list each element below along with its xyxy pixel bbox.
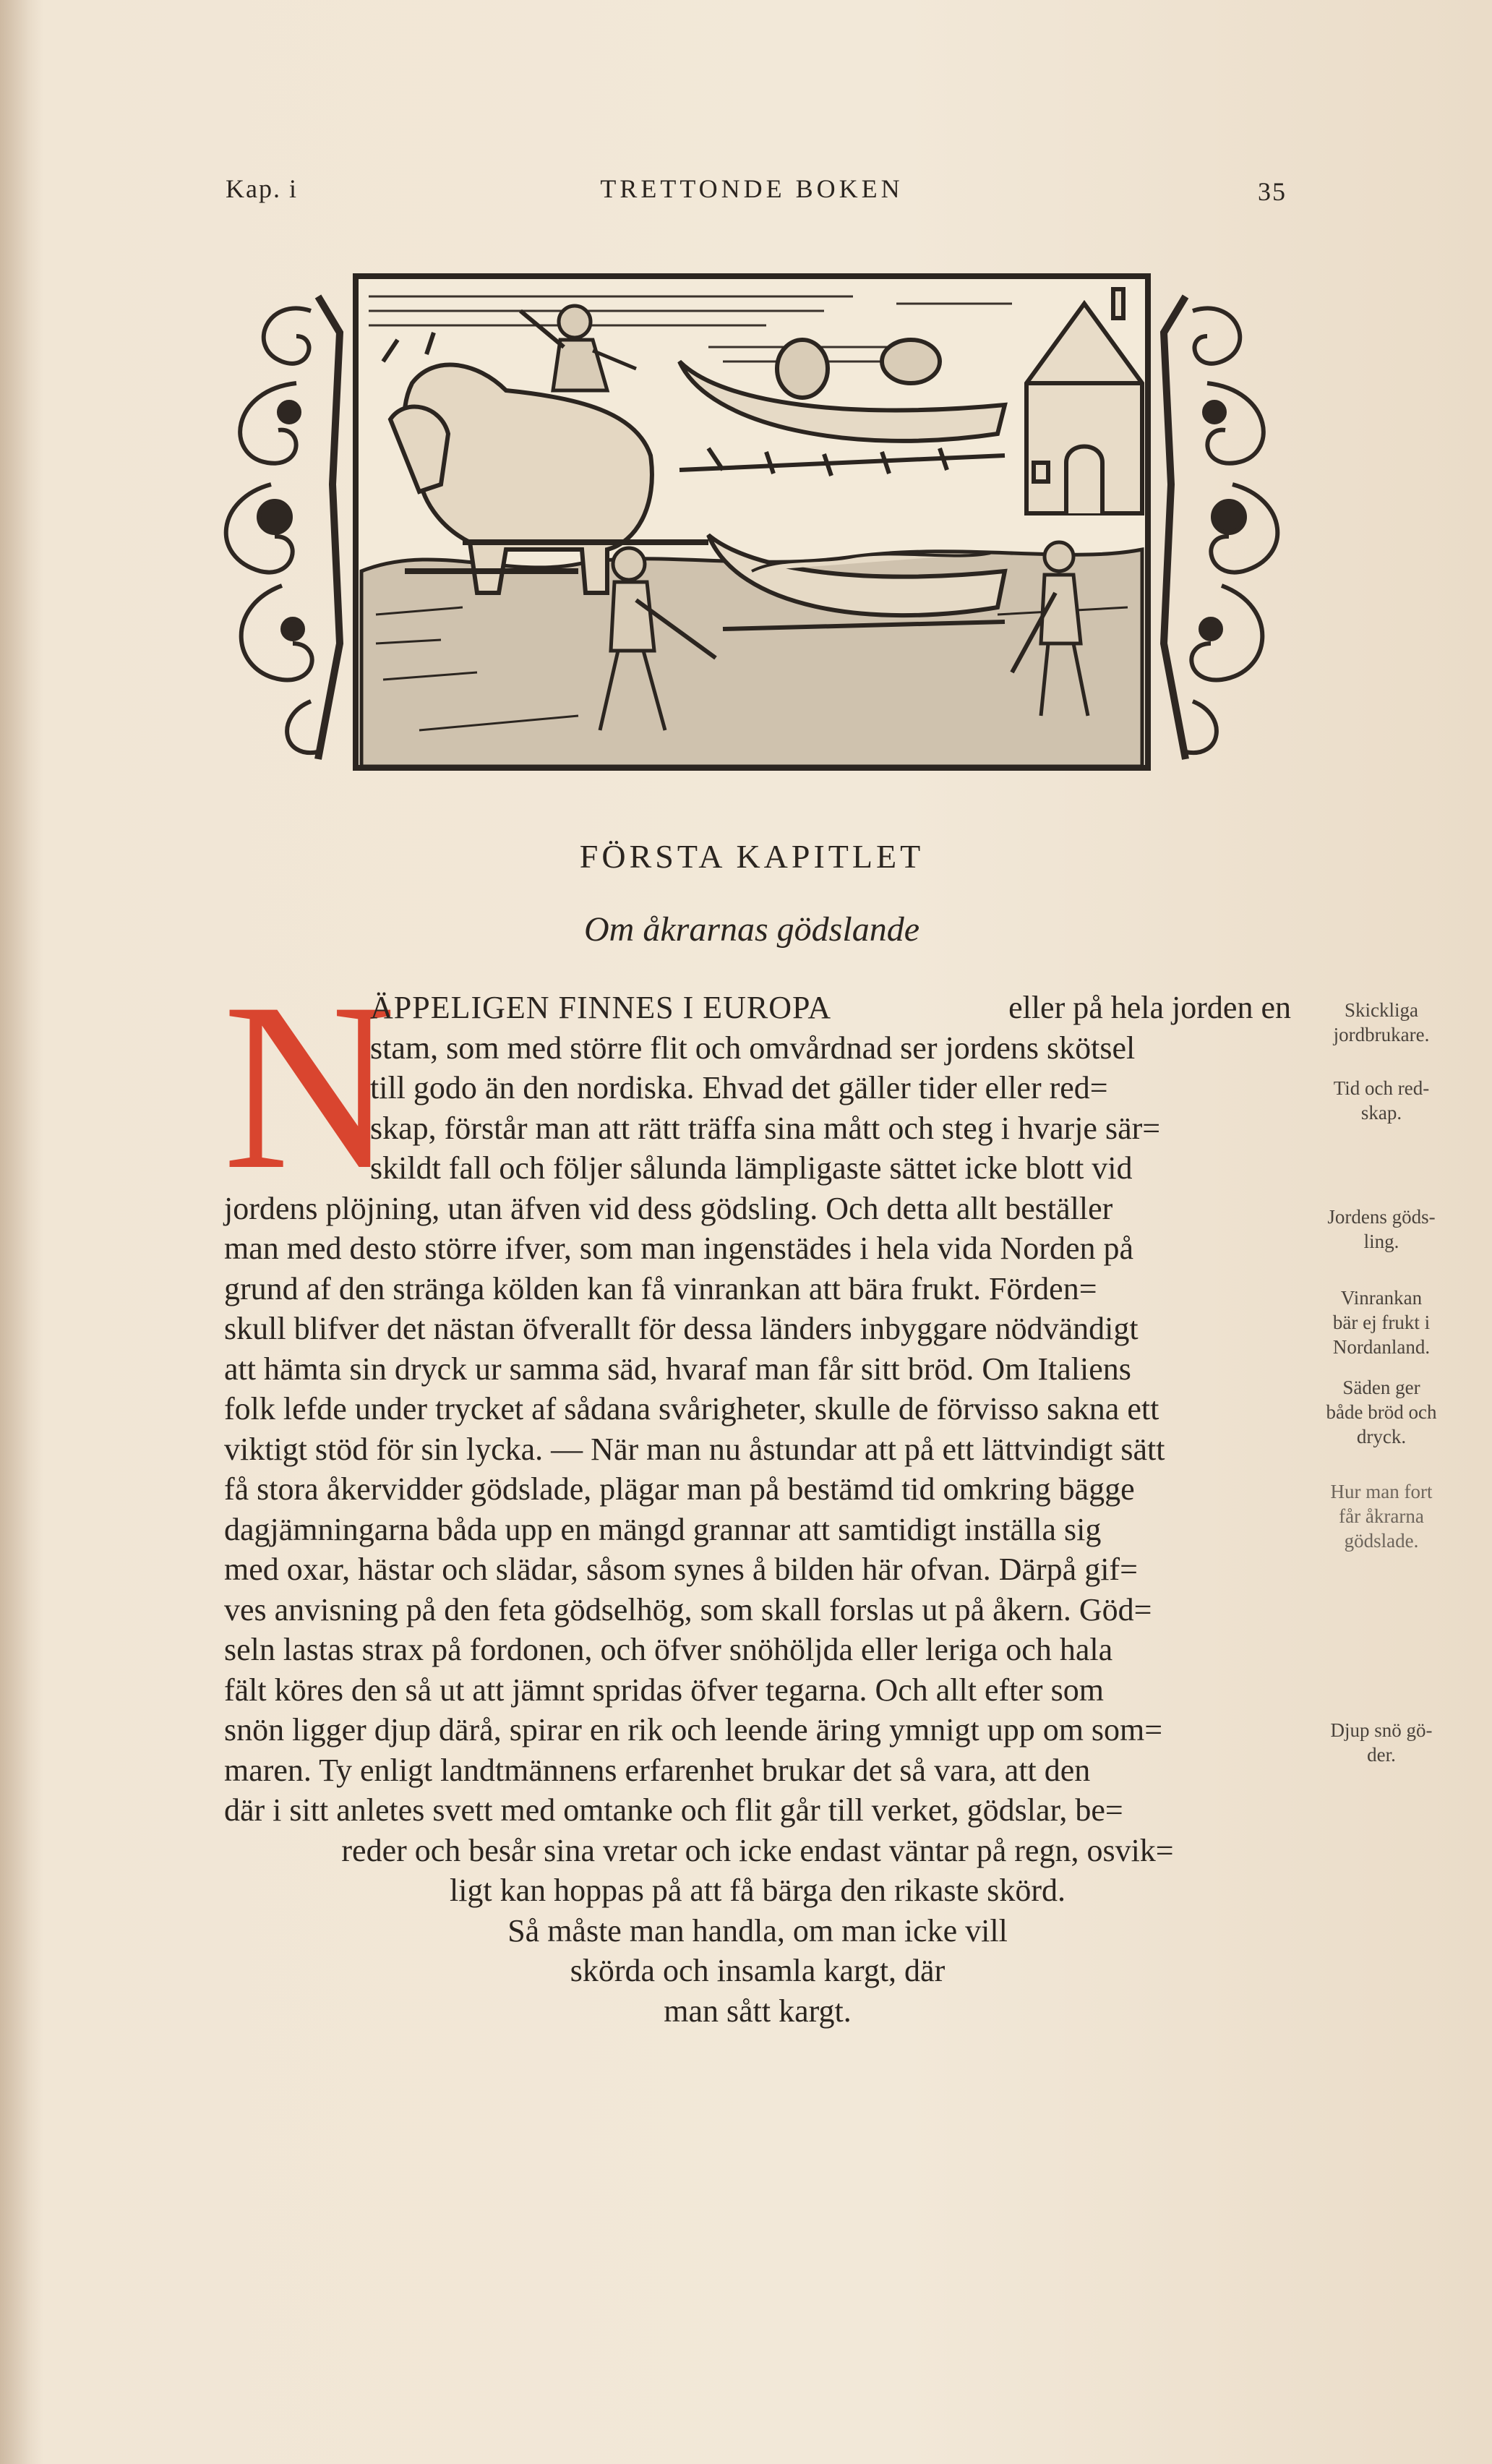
text-line: skildt fall och följer sålunda lämpligaste sättet icke blott vid <box>370 1150 1133 1186</box>
margin-note: Vinrankan bär ej frukt i Nordanland. <box>1332 1287 1431 1358</box>
margin-note: Jordens göds- ling. <box>1327 1206 1436 1252</box>
margin-note: Säden ger både bröd och dryck. <box>1326 1377 1437 1447</box>
margin-note: Tid och red- skap. <box>1333 1077 1430 1124</box>
text-line: med oxar, hästar och slädar, såsom synes å bilden här ofvan. Därpå gif= <box>224 1552 1138 1587</box>
text-line: skap, förstår man att rätt träffa sina mått och steg i hvarje sär= <box>370 1110 1161 1146</box>
right-scroll-ornament <box>1164 296 1277 759</box>
running-head <box>217 174 1287 217</box>
gutter-shadow <box>0 0 43 2464</box>
book-title: TRETTONDE BOKEN <box>600 174 904 203</box>
text-line: att hämta sin dryck ur samma säd, hvaraf man får sitt bröd. Om Italiens <box>224 1351 1131 1387</box>
margin-note: Hur man fort får åkrarna gödslade. <box>1330 1481 1433 1552</box>
text-line: få stora åkervidder gödslade, plägar man på bestämd tid omkring bägge <box>224 1471 1135 1507</box>
text-line: man med desto större ifver, som man ingenstädes i hela vida Norden på <box>224 1231 1133 1266</box>
text-line: reder och besår sina vretar och icke endast väntar på regn, osvik= <box>341 1832 1174 1868</box>
margin-note: Skickliga jordbrukare. <box>1333 999 1430 1045</box>
text-line: jordens plöjning, utan äfven vid dess gödsling. Och detta allt beställer <box>224 1190 1113 1226</box>
chapter-reference: Kap. i <box>226 174 298 203</box>
text-line: ves anvisning på den feta gödselhög, som skall forslas ut på åkern. Göd= <box>224 1591 1152 1627</box>
text-line: man sått kargt. <box>664 1993 852 2029</box>
margin-note: Djup snö gö- der. <box>1330 1719 1433 1766</box>
text-line: dagjämningarna båda upp en mängd grannar att samtidigt inställa sig <box>224 1511 1102 1547</box>
left-scroll-ornament <box>226 296 340 759</box>
chapter-subtitle: Om åkrarnas gödslande <box>584 910 919 949</box>
woodcut-illustration <box>202 268 1301 774</box>
text-line: till godo än den nordiska. Ehvad det gäller tider eller red= <box>370 1070 1108 1105</box>
text-line: snön ligger djup därå, spirar en rik och leende äring ymnigt upp om som= <box>224 1712 1163 1748</box>
text-line: Så måste man handla, om man icke vill <box>507 1912 1008 1948</box>
text-line: där i sitt anletes svett med omtanke och flit går till verket, gödslar, be= <box>224 1792 1123 1828</box>
body-text <box>223 953 1291 2031</box>
text-line: skörda och insamla kargt, där <box>570 1953 946 1988</box>
drop-cap-initial: N <box>223 953 396 1219</box>
text-line: ÄPPELIGEN FINNES I EUROPA eller på hela jorden en <box>370 990 1291 1025</box>
chapter-title: FÖRSTA KAPITLET <box>579 838 925 875</box>
text-line: fält köres den så ut att jämnt spridas öfver tegarna. Och allt efter som <box>224 1672 1104 1708</box>
text-line: seln lastas strax på fordonen, och öfver snöhöljda eller leriga och hala <box>224 1632 1113 1667</box>
text-line: viktigt stöd för sin lycka. — När man nu åstundar att på ett lättvindigt sätt <box>224 1431 1165 1467</box>
text-line: skull blifver det nästan öfverallt för dessa länders inbyggare nödvändigt <box>224 1311 1139 1346</box>
text-line: folk lefde under trycket af sådana svårigheter, skulle de förvisso sakna ett <box>224 1391 1159 1426</box>
text-line: grund af den stränga kölden kan få vinrankan att bära frukt. Förden= <box>224 1270 1097 1306</box>
text-line: ligt kan hoppas på att få bärga den rikaste skörd. <box>449 1873 1066 1908</box>
text-line: maren. Ty enligt landtmännens erfarenhet brukar det så vara, att den <box>224 1752 1091 1788</box>
text-line: stam, som med större flit och omvårdnad ser jordens skötsel <box>370 1030 1136 1066</box>
page-number: 35 <box>1258 177 1287 206</box>
